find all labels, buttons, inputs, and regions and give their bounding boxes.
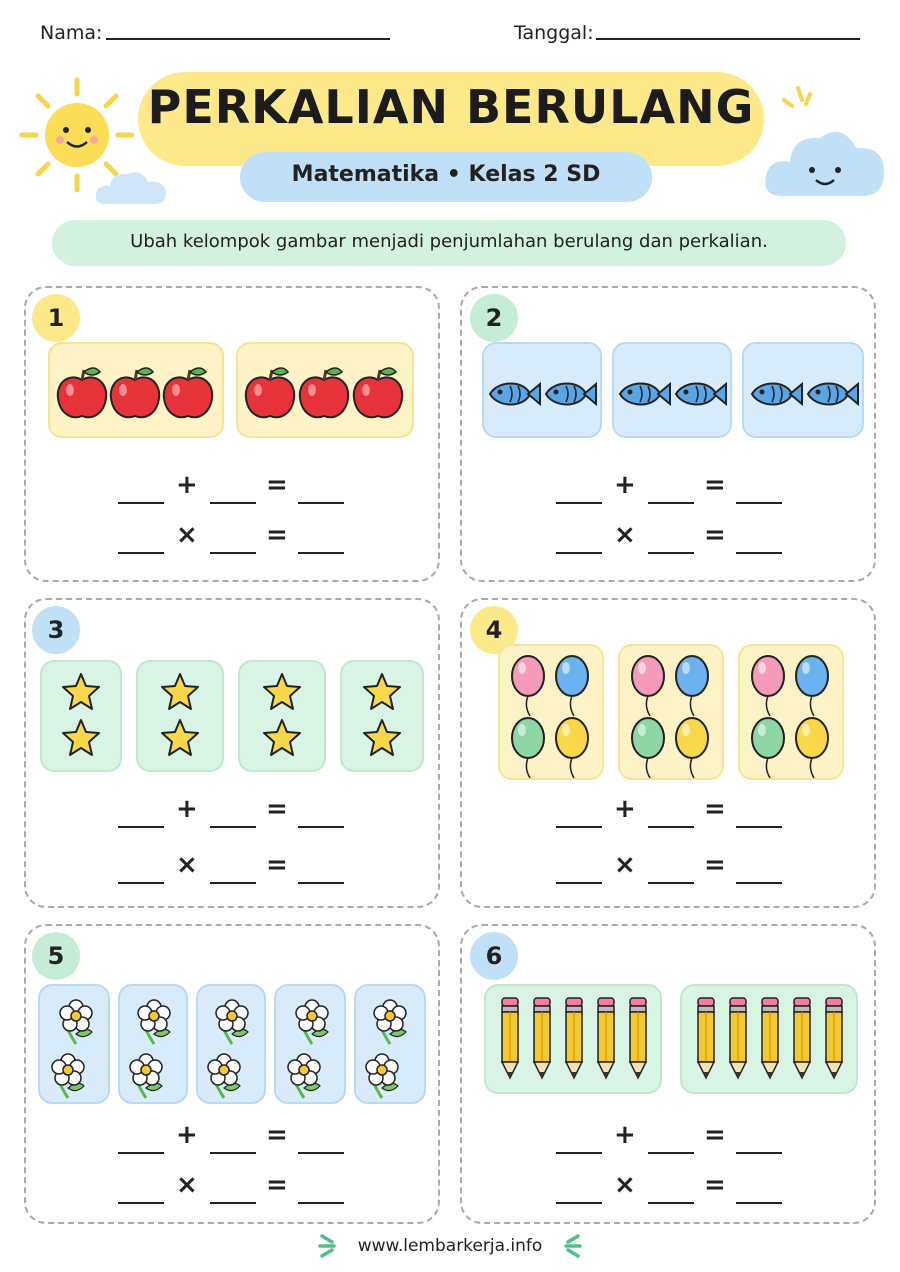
answer-blank[interactable] [298,882,344,884]
name-label: Nama: [40,22,103,44]
sparkle-icon [778,84,818,124]
addition-equation: + = [118,468,348,508]
answer-blank[interactable] [298,552,344,554]
answer-blank[interactable] [556,882,602,884]
answer-blank[interactable] [118,1202,164,1204]
page-subtitle: Matematika • Kelas 2 SD [291,162,601,187]
answer-blank[interactable] [736,826,782,828]
item-group [118,984,188,1104]
problem-number: 2 [470,294,518,342]
item-group [680,984,858,1094]
item-group [484,984,662,1094]
problem-number: 4 [470,606,518,654]
item-group [738,644,844,780]
answer-blank[interactable] [556,826,602,828]
answer-blank[interactable] [648,1202,694,1204]
item-group [340,660,424,772]
instruction-text: Ubah kelompok gambar menjadi penjumlahan berulang dan perkalian. [130,231,768,252]
addition-equation: + = [118,792,348,832]
multiplication-equation: × = [556,848,786,888]
answer-blank[interactable] [210,1152,256,1154]
answer-blank[interactable] [118,552,164,554]
cloud-icon [92,162,170,210]
item-group [196,984,266,1104]
multiplication-equation: × = [556,518,786,558]
answer-blank[interactable] [118,826,164,828]
answer-blank[interactable] [210,552,256,554]
answer-blank[interactable] [648,826,694,828]
answer-blank[interactable] [298,1202,344,1204]
answer-blank[interactable] [648,1152,694,1154]
answer-blank[interactable] [210,502,256,504]
answer-blank[interactable] [736,552,782,554]
item-group [274,984,346,1104]
answer-blank[interactable] [736,502,782,504]
answer-blank[interactable] [118,1152,164,1154]
multiplication-equation: × = [118,848,348,888]
addition-equation: + = [556,792,786,832]
answer-blank[interactable] [556,502,602,504]
answer-blank[interactable] [210,882,256,884]
item-group [40,660,122,772]
answer-blank[interactable] [210,1202,256,1204]
answer-blank[interactable] [210,826,256,828]
answer-blank[interactable] [736,1202,782,1204]
problem-number: 6 [470,932,518,980]
answer-blank[interactable] [118,882,164,884]
problem-number: 5 [32,932,80,980]
date-label: Tanggal: [514,22,594,44]
multiplication-equation: × = [118,518,348,558]
answer-blank[interactable] [556,552,602,554]
addition-equation: + = [118,1118,348,1158]
footer-url: www.lembarkerja.info [357,1236,543,1256]
item-group [48,342,224,438]
item-group [236,342,414,438]
item-group [618,644,724,780]
footer-sparkle-icon [554,1232,584,1260]
problem-number: 3 [32,606,80,654]
item-group [354,984,426,1104]
multiplication-equation: × = [118,1168,348,1208]
answer-blank[interactable] [298,1152,344,1154]
answer-blank[interactable] [648,502,694,504]
page-title: PERKALIAN BERULANG [147,80,755,134]
item-group [482,342,602,438]
cloud-face-icon [758,110,890,206]
item-group [498,644,604,780]
answer-blank[interactable] [298,826,344,828]
item-group [238,660,326,772]
answer-blank[interactable] [556,1202,602,1204]
item-group [612,342,732,438]
answer-blank[interactable] [556,1152,602,1154]
name-field[interactable] [106,38,390,40]
answer-blank[interactable] [118,502,164,504]
problem-number: 1 [32,294,80,342]
answer-blank[interactable] [736,882,782,884]
answer-blank[interactable] [298,502,344,504]
item-group [38,984,110,1104]
item-group [742,342,864,438]
item-group [136,660,224,772]
date-field[interactable] [596,38,860,40]
addition-equation: + = [556,1118,786,1158]
answer-blank[interactable] [648,552,694,554]
addition-equation: + = [556,468,786,508]
answer-blank[interactable] [648,882,694,884]
answer-blank[interactable] [736,1152,782,1154]
multiplication-equation: × = [556,1168,786,1208]
